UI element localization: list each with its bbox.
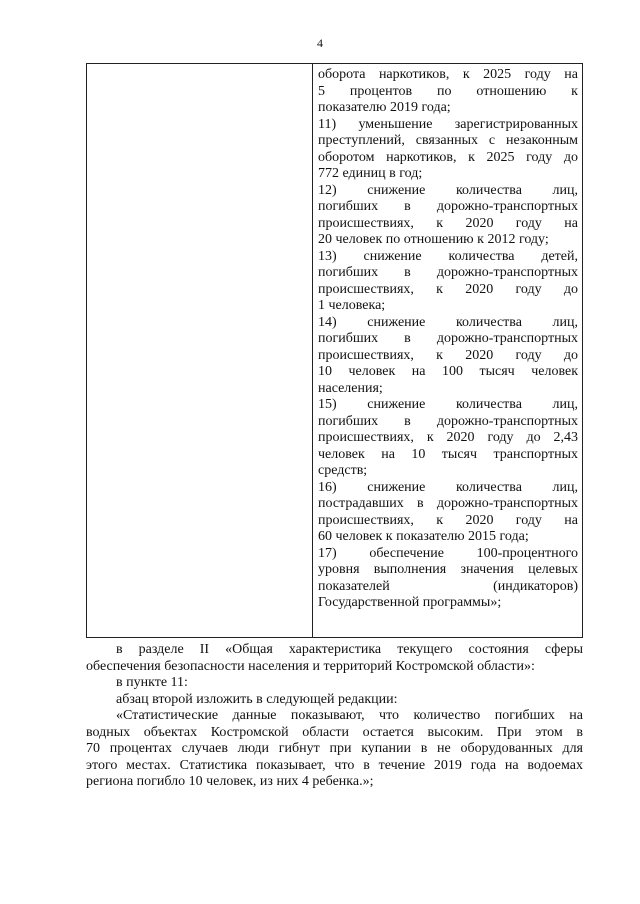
table-text-line: 1 человека; xyxy=(318,298,386,313)
paragraph-line: абзац второй изложить в следующей редакции: xyxy=(116,691,398,707)
table-text-line: погибших в дорожно-транспортных xyxy=(318,413,578,429)
table-text-line: погибших в дорожно-транспортных xyxy=(318,265,578,280)
table-text-line: населения; xyxy=(318,380,383,396)
paragraph-line: региона погибло 10 человек, из них 4 ребенка.»; xyxy=(86,774,374,789)
table-text-line: 12) снижение количества лиц, xyxy=(318,182,578,198)
table-right-cell xyxy=(313,64,582,637)
table-text-line: средств; xyxy=(318,463,368,478)
table-text-line: 16) снижение количества лиц, xyxy=(318,479,578,495)
table-text-line: пострадавших в дорожно-транспортных xyxy=(318,496,578,511)
table-text-line: 772 единиц в год; xyxy=(318,166,423,181)
paragraph-line: 70 процентах случаев люди гибнут при купании в не оборудованных для xyxy=(86,741,583,756)
table-text-line: 11) уменьшение зарегистрированных xyxy=(318,116,578,132)
table-text-line: 20 человек по отношению к 2012 году; xyxy=(318,232,549,247)
table-text-line: 17) обеспечение 100-процентного xyxy=(318,545,578,561)
table-text-line: 60 человек к показателю 2015 года; xyxy=(318,529,529,544)
paragraph-line: этого местах. Статистика показывает, что в течение 2019 года на водоемах xyxy=(86,757,583,773)
table-text-line: происшествиях, к 2020 году до xyxy=(318,347,578,363)
table-text-line: происшествиях, к 2020 году на xyxy=(318,215,578,231)
document-body-text xyxy=(86,642,583,791)
table-text-line: погибших в дорожно-транспортных xyxy=(318,331,578,346)
table-text-line: оборотом наркотиков, к 2025 году до xyxy=(318,149,578,165)
paragraph-line: водных объектах Костромской области остается высоким. При этом в xyxy=(86,724,583,740)
table-text-line: показателю 2019 года; xyxy=(318,100,451,115)
paragraph-line: в разделе II «Общая характеристика текущего состояния сферы xyxy=(116,642,583,657)
table-text-line: оборота наркотиков, к 2025 году на xyxy=(318,67,578,82)
indicators-table xyxy=(86,63,583,638)
table-text-line: погибших в дорожно-транспортных xyxy=(318,199,578,214)
table-text-line: происшествиях, к 2020 году до 2,43 xyxy=(318,430,578,445)
table-text-line: уровня выполнения значения целевых xyxy=(318,562,578,577)
paragraph-line: обеспечения безопасности населения и территорий Костромской области»: xyxy=(86,658,535,674)
paragraph-line: «Статистические данные показывают, что количество погибших на xyxy=(116,708,583,723)
table-text-line: преступлений, связанных с незаконным xyxy=(318,133,578,148)
table-text-line: происшествиях, к 2020 году на xyxy=(318,512,578,528)
table-left-cell xyxy=(87,64,313,637)
table-text-line: 13) снижение количества детей, xyxy=(318,248,578,264)
table-text-line: 10 человек на 100 тысяч человек xyxy=(318,364,578,379)
table-text-line: человек на 10 тысяч транспортных xyxy=(318,446,578,462)
table-text-line: 14) снижение количества лиц, xyxy=(318,314,578,330)
table-text-line: показателей (индикаторов) xyxy=(318,578,578,594)
page-number: 4 xyxy=(317,36,323,50)
table-text-line: Государственной программы»; xyxy=(318,595,502,610)
table-text-line: 5 процентов по отношению к xyxy=(318,83,578,99)
table-text-line: 15) снижение количества лиц, xyxy=(318,397,578,412)
paragraph-line: в пункте 11: xyxy=(116,675,188,690)
table-text-line: происшествиях, к 2020 году до xyxy=(318,281,578,297)
